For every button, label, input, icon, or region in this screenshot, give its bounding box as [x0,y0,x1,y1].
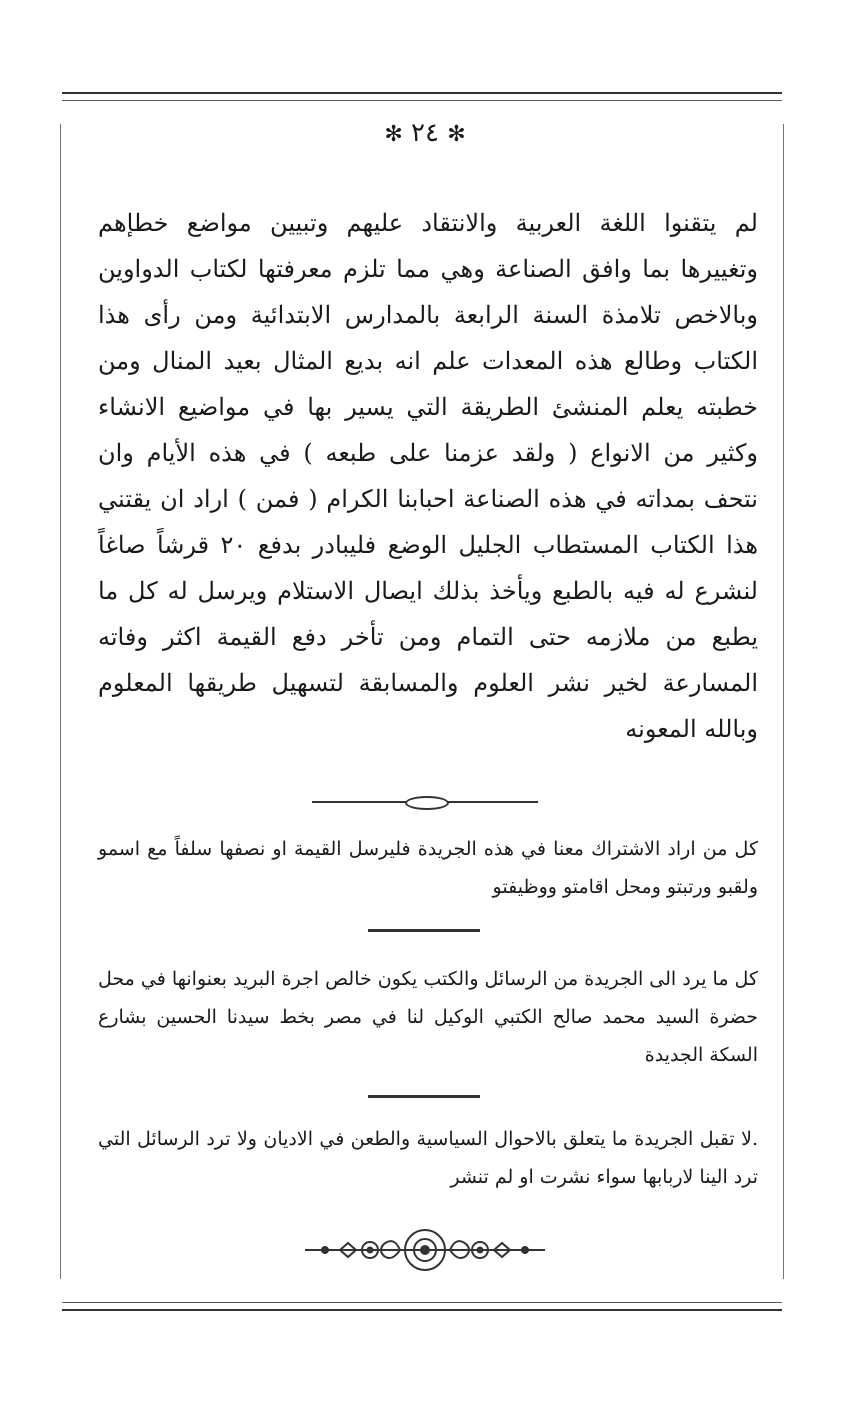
frame-right-rule [783,124,784,1279]
frame-bottom-rule [62,1302,782,1303]
page-number: ٢٤ [411,118,439,148]
divider-knot-icon [405,796,449,810]
frame-top-rule [62,100,782,101]
star-ornament-icon: ✻ [384,122,403,147]
notice-subscription: كل من اراد الاشتراك معنا في هذه الجريدة فليرسل القيمة او نصفها سلفاً مع اسمو ولقبو ورتبتو ومحل اقامتو ووظيفتو [98,838,758,898]
ornamental-divider [312,801,538,803]
section-rule [368,1095,480,1098]
section-rule [368,929,480,932]
notice-correspondence: كل ما يرد الى الجريدة من الرسائل والكتب يكون خالص اجرة البريد بعنوانها في محل حضرة السيد محمد صالح الكتبي الوكيل لنا في مصر بخط سيدنا الحسين بشارع السكة الجديدة [98,968,758,1066]
star-ornament-icon: ✻ [447,122,466,147]
notice-policy: .لا تقبل الجريدة ما يتعلق بالاحوال السياسية والطعن في الاديان ولا ترد الرسائل التي ترد الينا لاربابها سواء نشرت او لم تنشر [98,1128,758,1188]
body-paragraph: لم يتقنوا اللغة العربية والانتقاد عليهم وتبيين مواضع خطإهم وتغييرها بما وافق الصناعة وهي مما تلزم معرفتها لكتاب الدواوين وبالاخص تلامذة السنة الرابعة بالمدارس الابتدائية ومن رأى هذا الكتاب وطالع هذه المعدات علم انه بديع المثال بعيد المنال ومن خطبته يعلم المنشئ الطريقة التي يسير بها في مواضيع الانشاء وكثير من الانواع ( ولقد عزمنا على طبعه ) في هذه الأيام وان نتحف بمداته في هذه الصناعة احبابنا الكرام ( فمن ) اراد ان يقتني هذا الكتاب المستطاب الجليل الوضع فليبادر بدفع ٢٠ قرشاً صاغاً لنشرع له فيه بالطبع ويأخذ بذلك ايصال الاستلام ويرسل له كل ما يطبع من ملازمه حتى التمام ومن تأخر دفع القيمة اكثر وفاته المسارعة لخير نشر العلوم والمسابقة لتسهيل طريقها المعلوم وبالله المعونه [98,209,758,743]
floral-ornament-icon [300,1220,550,1280]
page-number-header [0,118,850,148]
frame-left-rule [60,124,61,1279]
